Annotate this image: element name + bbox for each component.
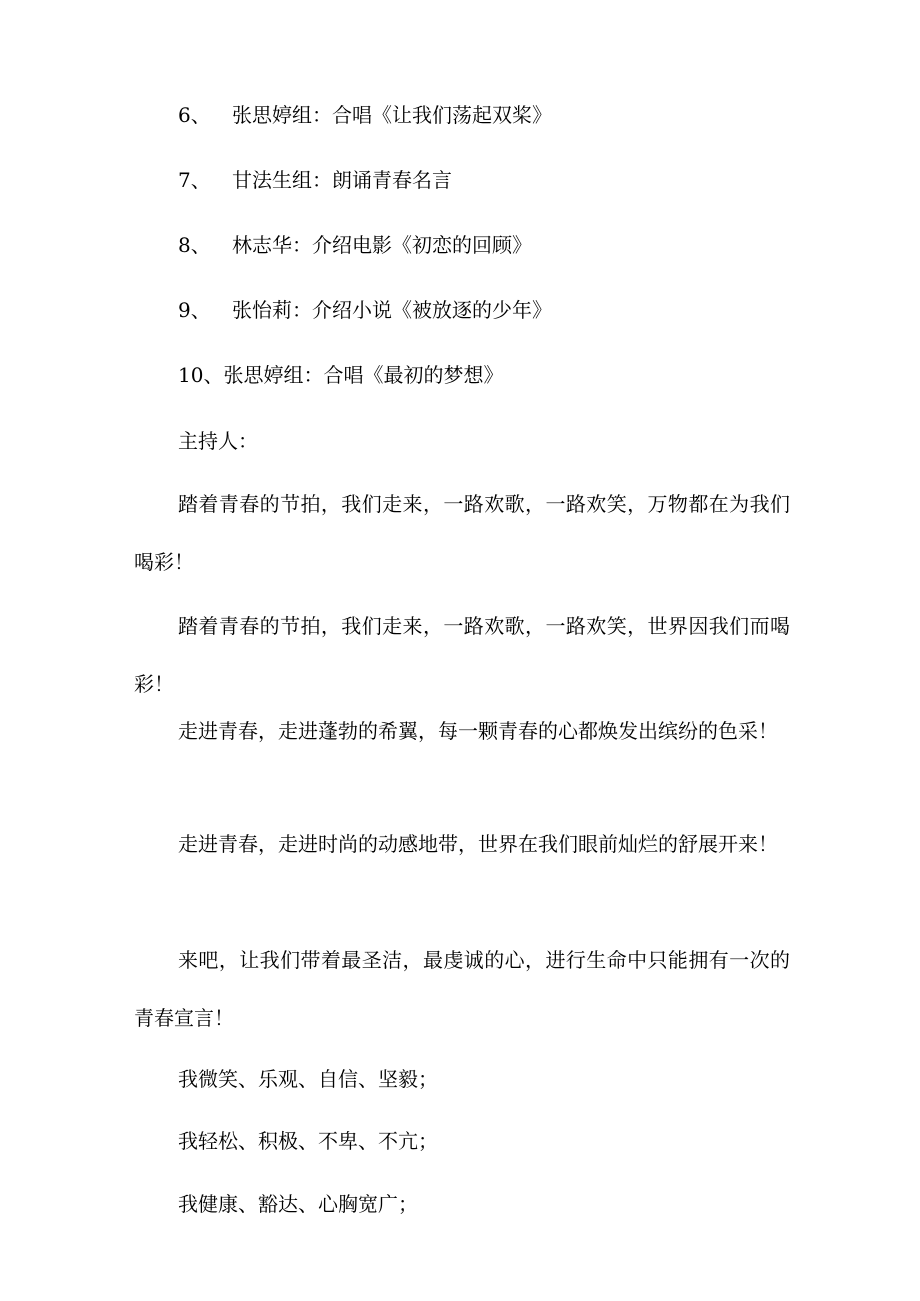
- paragraph: 来吧，让我们带着最圣洁，最虔诚的心，进行生命中只能拥有一次的青春宣言！: [134, 948, 790, 1030]
- program-item-number: 6、: [178, 103, 211, 127]
- program-item-text: 10、张思婷组：合唱《最初的梦想》: [178, 363, 504, 387]
- program-item-8: [178, 233, 532, 257]
- pledge-line: 我轻松、积极、不卑、不亢；: [178, 1129, 438, 1153]
- program-item-number: 7、: [178, 168, 211, 192]
- program-item-7: [178, 168, 452, 192]
- program-item-9: [178, 298, 552, 322]
- paragraph: 走进青春，走进蓬勃的希翼，每一颗青春的心都焕发出缤纷的色采！: [178, 719, 778, 743]
- program-item-number: 8、: [178, 233, 211, 257]
- paragraph: 走进青春，走进时尚的动感地带，世界在我们眼前灿烂的舒展开来！: [178, 832, 778, 856]
- program-item-text: 甘法生组：朗诵青春名言: [232, 168, 452, 192]
- pledge-line: 我健康、豁达、心胸宽广；: [178, 1192, 418, 1216]
- paragraph: 踏着青春的节拍，我们走来，一路欢歌，一路欢笑，万物都在为我们喝彩！: [134, 492, 790, 574]
- program-item-text: 张思婷组：合唱《让我们荡起双桨》: [232, 103, 552, 127]
- program-item-number: 9、: [178, 298, 211, 322]
- pledge-line: 我微笑、乐观、自信、坚毅；: [178, 1067, 438, 1091]
- program-item-10: [178, 363, 503, 387]
- host-label: 主持人：: [178, 429, 258, 453]
- program-item-text: 林志华：介绍电影《初恋的回顾》: [232, 233, 532, 257]
- program-item-6: [178, 103, 552, 127]
- program-item-text: 张怡莉：介绍小说《被放逐的少年》: [232, 298, 552, 322]
- paragraph: 踏着青春的节拍，我们走来，一路欢歌，一路欢笑，世界因我们而喝彩！: [134, 614, 790, 696]
